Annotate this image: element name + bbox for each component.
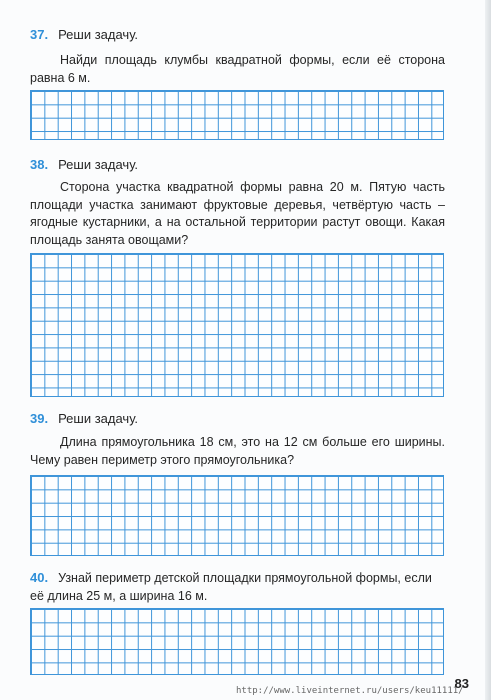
task-38-answer-grid[interactable] xyxy=(30,253,444,397)
page-number: 83 xyxy=(454,676,469,691)
task-38-text: Сторона участка квадратной формы равна 20 м. Пятую часть площади участка занимают фруктовые деревья, четвёртую часть – ягодные кустарники, а на остальной территории растут овощи. Какая площадь занята овощами? xyxy=(30,180,445,247)
task-38-instruction: Реши задачу. xyxy=(58,157,139,172)
task-39-header xyxy=(30,411,138,427)
task-40-header xyxy=(30,570,445,605)
task-37-answer-grid[interactable] xyxy=(30,90,444,140)
task-40-number: 40. xyxy=(30,570,49,585)
watermark-url: http://www.liveinternet.ru/users/keu11111/ xyxy=(236,686,464,696)
task-38-header xyxy=(30,157,138,173)
task-37-text: Найди площадь клумбы квадратной формы, если её сторона равна 6 м. xyxy=(30,53,445,85)
task-37-header xyxy=(30,27,138,43)
task-38-number: 38. xyxy=(30,157,49,172)
task-37-instruction: Реши задачу. xyxy=(58,27,139,42)
task-39-instruction: Реши задачу. xyxy=(58,411,139,426)
task-40-answer-grid[interactable] xyxy=(30,608,444,675)
task-37-number: 37. xyxy=(30,27,49,42)
task-39-number: 39. xyxy=(30,411,49,426)
task-39-answer-grid[interactable] xyxy=(30,475,444,556)
page-edge xyxy=(485,0,491,700)
task-40-text: Узнай периметр детской площадки прямоугольной формы, если её длина 25 м, а ширина 16 м. xyxy=(30,571,432,603)
task-39-text: Длина прямоугольника 18 см, это на 12 см больше его ширины. Чему равен периметр этого прямоугольника? xyxy=(30,435,445,467)
